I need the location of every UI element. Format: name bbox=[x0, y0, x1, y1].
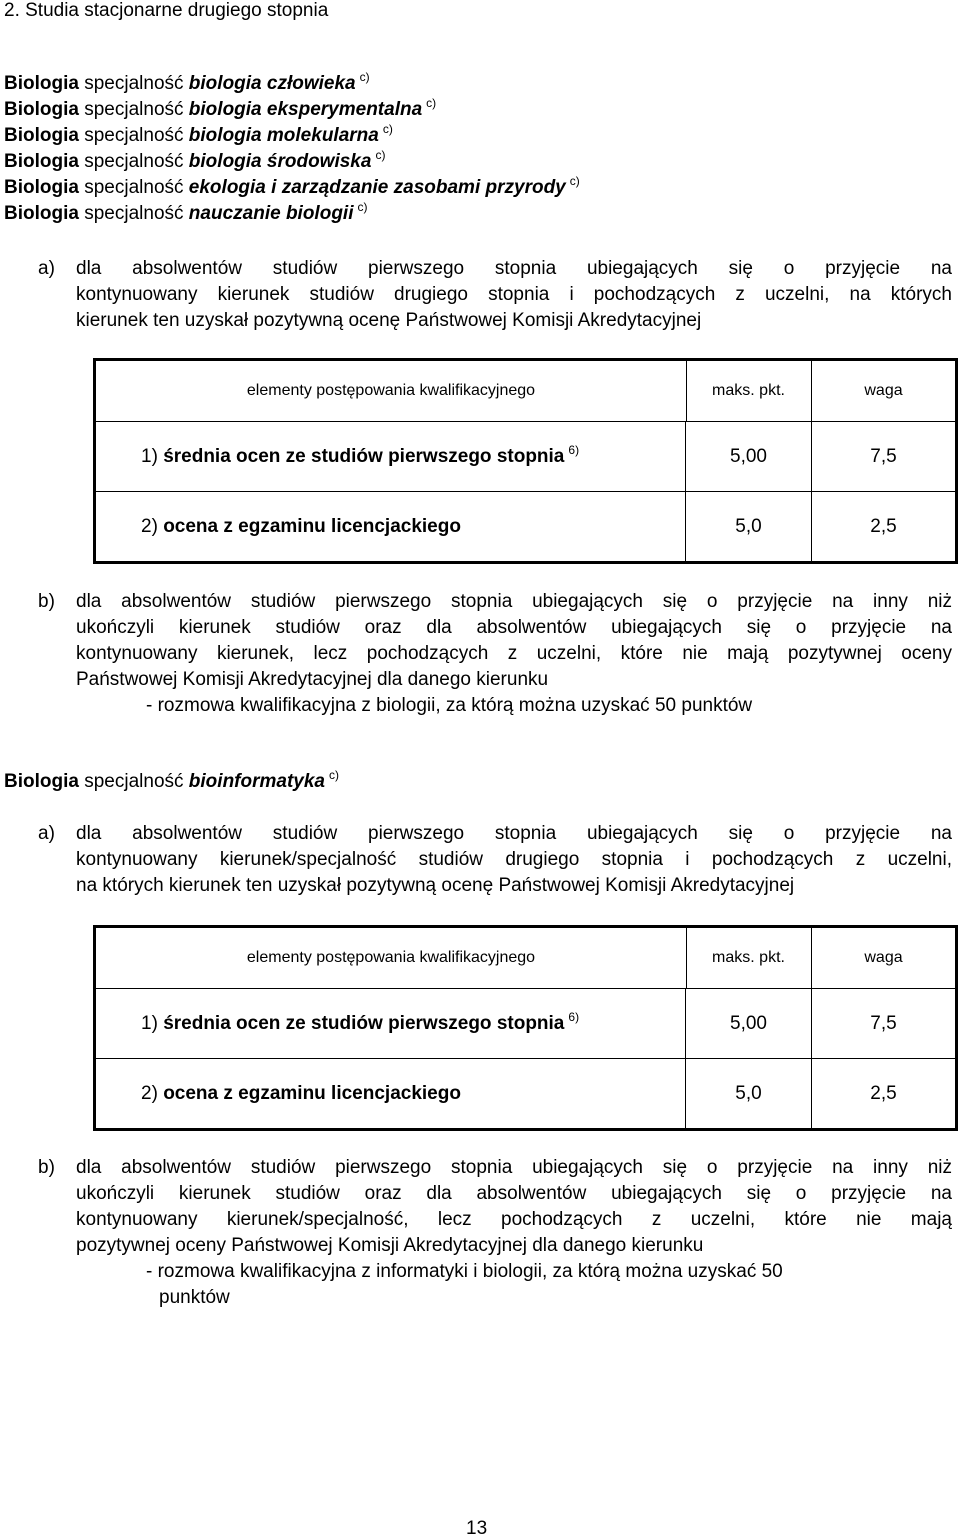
specialization-item: Biologia specjalność biologia środowiska $^{c)}$ bbox=[4, 148, 386, 172]
section-heading: 2. Studia stacjonarne drugiego stopnia bbox=[4, 0, 329, 21]
table-row: 1) średnia ocen ze studiów pierwszego stopnia $^{6)}$ 5,00 7,5 bbox=[96, 421, 955, 491]
qualification-table bbox=[93, 358, 958, 564]
specialization-item: Biologia specjalność biologia człowieka $^{c)}$ bbox=[4, 70, 370, 94]
criteria-b-paragraph: b) dla absolwentów studiów pierwszego stopnia ubiegających się o przyjęcie na inny niż ukończyli kierunek studiów oraz dla absolwentów ubiegających się o przyjęcie na kontynuowany kierunek, lecz pochodzących z uczelni, które nie mają pozytywnej oceny Państwowej Komisji Akredytacyjnej dla danego kierunku bbox=[38, 591, 952, 690]
bioinformatics-heading: Biologia specjalność bioinformatyka $^{c)}$ bbox=[4, 768, 339, 792]
specialization-list bbox=[4, 71, 580, 227]
interview-note: - rozmowa kwalifikacyjna z informatyki i biologii, za którą można uzyskać 50 punktów bbox=[146, 1261, 783, 1308]
table-row: 2) ocena z egzaminu licencjackiego 5,0 2,5 bbox=[96, 491, 955, 561]
specialization-item: Biologia specjalność nauczanie biologii $^{c)}$ bbox=[4, 200, 368, 224]
criteria-b-paragraph: b) dla absolwentów studiów pierwszego stopnia ubiegających się o przyjęcie na inny niż ukończyli kierunek studiów oraz dla absolwentów ubiegających się o przyjęcie na kontynuowany kierunek/specjalność, lecz pochodzących z uczelni, które nie mają pozytywnej oceny Państwowej Komisji Akredytacyjnej dla danego kierunku bbox=[38, 1157, 952, 1256]
criteria-a-paragraph: a) dla absolwentów studiów pierwszego stopnia ubiegających się o przyjęcie na kontynuowany kierunek studiów drugiego stopnia i pochodzących z uczelni, na których kierunek ten uzyskał pozytywną ocenę Państwowej Komisji Akredytacyjnej bbox=[38, 258, 952, 331]
specialization-item: Biologia specjalność biologia eksperymentalna $^{c)}$ bbox=[4, 96, 437, 120]
table-header-row: elementy postępowania kwalifikacyjnego maks. pkt. waga bbox=[96, 928, 955, 988]
criteria-a-paragraph: a) dla absolwentów studiów pierwszego stopnia ubiegających się o przyjęcie na kontynuowany kierunek/specjalność studiów drugiego stopnia i pochodzących z uczelni, na których kierunek ten uzyskał pozytywną ocenę Państwowej Komisji Akredytacyjnej bbox=[38, 823, 952, 896]
table-row: 1) średnia ocen ze studiów pierwszego stopnia $^{6)}$ 5,00 7,5 bbox=[96, 988, 955, 1058]
page-number: 13 bbox=[466, 1518, 488, 1539]
interview-note: - rozmowa kwalifikacyjna z biologii, za którą można uzyskać 50 punktów bbox=[146, 695, 753, 716]
qualification-table bbox=[93, 925, 958, 1131]
table-header-row: elementy postępowania kwalifikacyjnego maks. pkt. waga bbox=[96, 361, 955, 421]
table-row: 2) ocena z egzaminu licencjackiego 5,0 2,5 bbox=[96, 1058, 955, 1128]
specialization-item: Biologia specjalność biologia molekularna $^{c)}$ bbox=[4, 122, 393, 146]
specialization-item: Biologia specjalność ekologia i zarządzanie zasobami przyrody $^{c)}$ bbox=[4, 174, 580, 198]
